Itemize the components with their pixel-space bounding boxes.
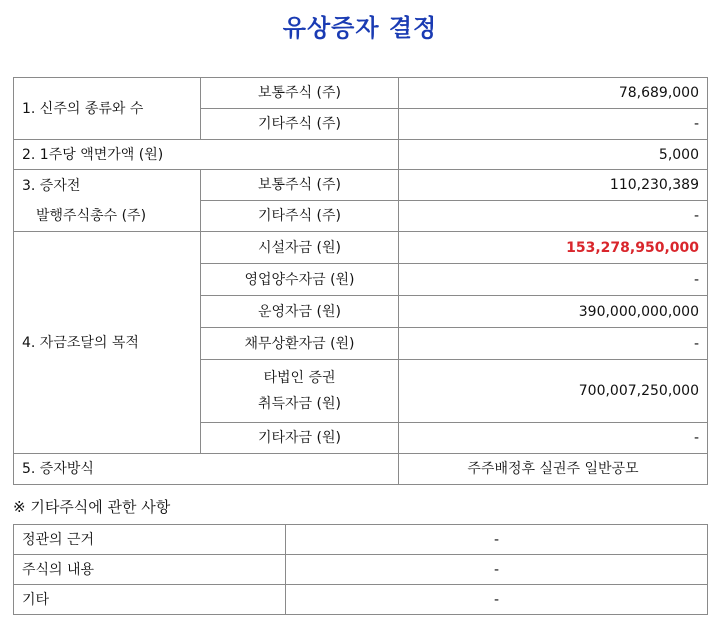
cell-label: 기타주식 (주) (201, 201, 399, 232)
row-label: 주식의 내용 (14, 555, 286, 585)
cell-label: 운영자금 (원) (201, 296, 399, 328)
page-title: 유상증자 결정 (282, 14, 438, 42)
cell-label: 기타주식 (주) (201, 109, 399, 140)
row-label (14, 170, 201, 232)
cell-value: - (399, 201, 708, 232)
table-row (14, 525, 708, 555)
cell-value: 78,689,000 (399, 78, 708, 109)
cell-value: - (399, 328, 708, 360)
table-row (14, 170, 708, 201)
cell-value: 5,000 (399, 140, 708, 170)
cell-value: - (399, 423, 708, 454)
cell-value: 110,230,389 (399, 170, 708, 201)
cell-value: - (286, 555, 708, 585)
cell-value: 390,000,000,000 (399, 296, 708, 328)
row-label-line1: 3. 증자전 (22, 177, 81, 194)
cell-label: 채무상환자금 (원) (201, 328, 399, 360)
row-label: 정관의 근거 (14, 525, 286, 555)
table-row (14, 232, 708, 264)
cell-label (201, 360, 399, 423)
cell-label-line1: 타법인 증권 (263, 370, 336, 386)
cell-label: 시설자금 (원) (201, 232, 399, 264)
row-label: 2. 1주당 액면가액 (원) (14, 140, 399, 170)
table-row (14, 585, 708, 615)
cell-value: - (399, 109, 708, 140)
other-stock-note: ※ 기타주식에 관한 사항 (13, 498, 171, 516)
row-label: 5. 증자방식 (14, 454, 399, 485)
row-label: 4. 자금조달의 목적 (14, 232, 201, 454)
cell-label: 보통주식 (주) (201, 170, 399, 201)
table-row (14, 78, 708, 109)
cell-label: 보통주식 (주) (201, 78, 399, 109)
row-label-line2: 발행주식총수 (주) (36, 207, 147, 224)
table-row (14, 140, 708, 170)
row-label: 기타 (14, 585, 286, 615)
cell-label: 기타자금 (원) (201, 423, 399, 454)
rights-offering-table (13, 77, 708, 485)
cell-label-line2: 취득자금 (원) (258, 396, 341, 412)
cell-value: - (286, 585, 708, 615)
table-row (14, 555, 708, 585)
cell-value: - (399, 264, 708, 296)
cell-value: 주주배정후 실권주 일반공모 (399, 454, 708, 485)
other-stock-table (13, 524, 708, 615)
table-row (14, 454, 708, 485)
cell-value: 700,007,250,000 (399, 360, 708, 423)
cell-value: - (286, 525, 708, 555)
cell-value-highlight: 153,278,950,000 (399, 232, 708, 264)
row-label: 1. 신주의 종류와 수 (14, 78, 201, 140)
cell-label: 영업양수자금 (원) (201, 264, 399, 296)
